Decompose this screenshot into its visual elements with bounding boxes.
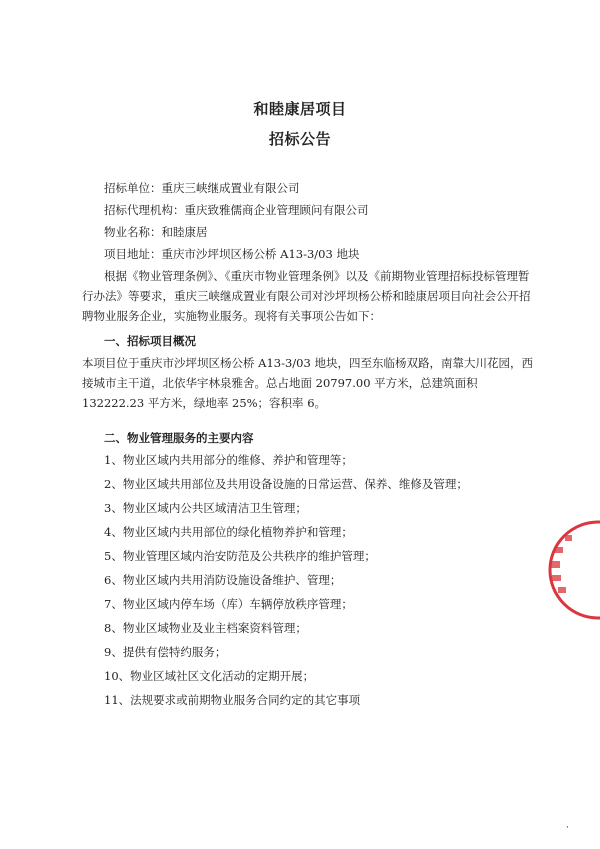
list-item: 5、物业管理区域内治安防范及公共秩序的维护管理； [104, 549, 376, 563]
list-item: 2、物业区域共用部位及共用设备设施的日常运营、保养、维修及管理； [104, 477, 468, 491]
document-title: 和睦康居项目 [253, 100, 347, 118]
document-subtitle: 招标公告 [268, 130, 331, 148]
page-mark: · [566, 823, 569, 833]
info-tender-agent [104, 200, 369, 220]
list-item: 6、物业区域内共用消防设施设备维护、管理； [104, 573, 342, 587]
info-value: 和睦康居 [161, 225, 208, 239]
company-seal [540, 515, 600, 625]
info-label: 项目地址： [104, 247, 162, 261]
section2-heading: 二、物业管理服务的主要内容 [104, 431, 254, 445]
section1-heading: 一、招标项目概况 [104, 334, 196, 348]
info-project-address [104, 244, 359, 264]
list-item: 7、物业区域内停车场（库）车辆停放秩序管理； [104, 597, 353, 611]
list-item: 10、物业区域社区文化活动的定期开展； [104, 669, 315, 683]
list-item: 4、物业区域内共用部位的绿化植物养护和管理； [104, 525, 353, 539]
info-label: 招标代理机构： [104, 203, 185, 217]
list-item: 11、法规要求或前期物业服务合同约定的其它事项 [104, 693, 361, 707]
list-item: 9、提供有偿特约服务； [104, 645, 227, 659]
info-label: 物业名称： [104, 225, 162, 239]
section1-body: 本项目位于重庆市沙坪坝区杨公桥 A13-3/03 地块，四至东临杨双路，南靠大川花园，西接城市主干道，北依华宇林泉雅舍。总占地面 20797.00 平方米，总建筑面积 132222.23 平方米，绿地率 25%；容积率 6。 [82, 356, 533, 410]
info-property-name [104, 222, 208, 242]
list-item: 1、物业区域内共用部分的维修、养护和管理等； [104, 453, 353, 467]
intro-paragraph: 根据《物业管理条例》、《重庆市物业管理条例》以及《前期物业管理招标投标管理暂行办法》等要求，重庆三峡继成置业有限公司对沙坪坝杨公桥和睦康居项目向社会公开招聘物业服务企业，实施物业服务。现将有关事项公告如下： [82, 269, 531, 323]
info-value: 重庆致雅儒商企业管理顾问有限公司 [184, 203, 369, 217]
info-tender-unit [104, 178, 300, 198]
seal-stamp-icon [540, 515, 600, 625]
info-value: 重庆三峡继成置业有限公司 [161, 181, 300, 195]
list-item: 3、物业区域内公共区域清洁卫生管理； [104, 501, 307, 515]
list-item: 8、物业区域物业及业主档案资料管理； [104, 621, 307, 635]
info-value: 重庆市沙坪坝区杨公桥 A13-3/03 地块 [161, 247, 360, 261]
info-label: 招标单位： [104, 181, 162, 195]
